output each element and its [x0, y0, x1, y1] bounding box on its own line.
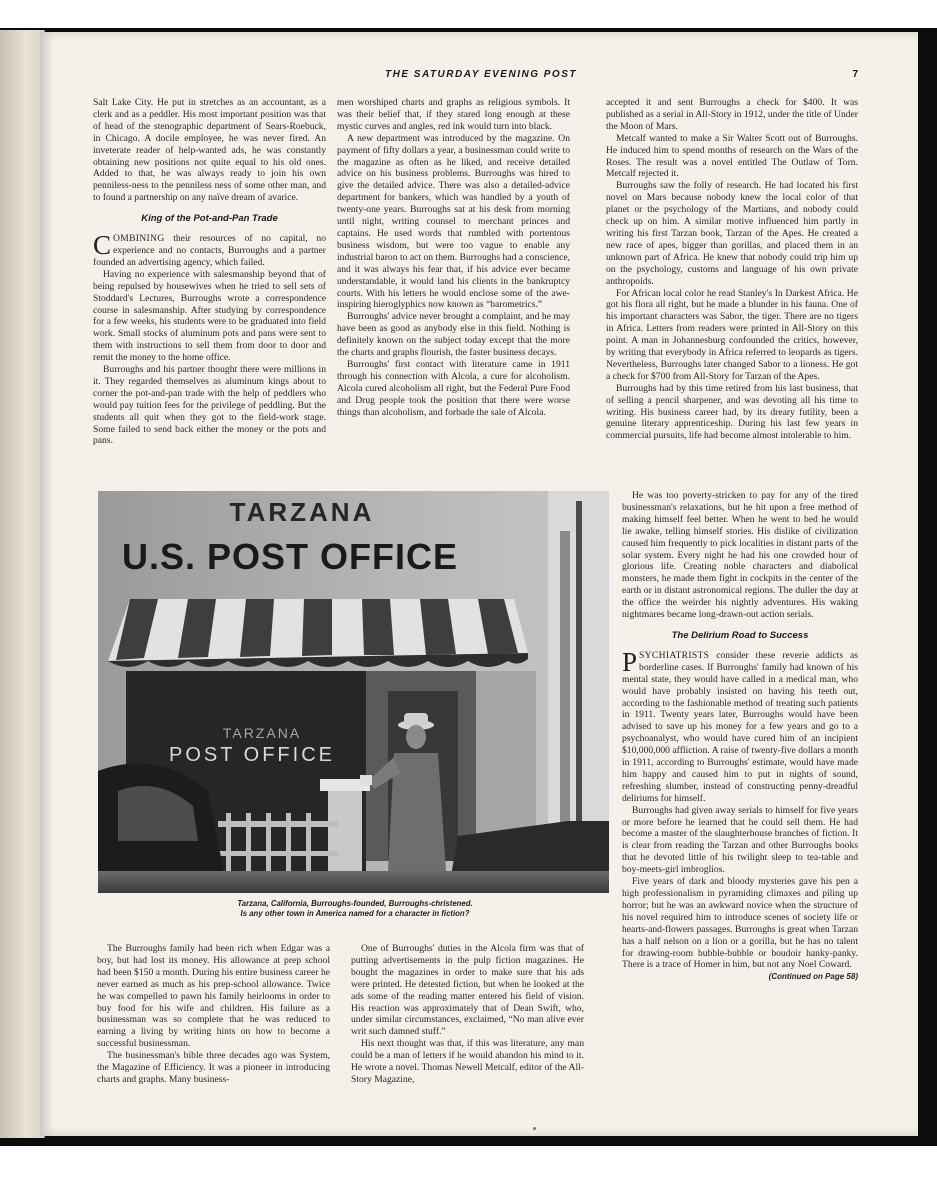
- paragraph: Metcalf wanted to make a Sir Walter Scott out of Burroughs. He induced him to spend months of research on the Wars of the Roses. The result was a novel entitled The Outlaw of Torn. Metcalf rejected it.: [606, 132, 858, 180]
- pole-shadow: [560, 531, 570, 831]
- drop-cap: C: [93, 230, 112, 261]
- page-number: 7: [852, 69, 858, 80]
- paragraph-dropcap: [622, 646, 858, 805]
- caption-line-2: Is any other town in America named for a character in fiction?: [240, 909, 470, 918]
- page-dot-mark: [533, 1127, 536, 1130]
- section-subhead: The Delirium Road to Success: [671, 629, 809, 641]
- magazine-page: [40, 32, 918, 1136]
- photo-illustration: [98, 491, 609, 893]
- paragraph: He was too poverty-stricken to pay for any of the tired businessman's relaxations, but he hit upon a free method of making himself feel better. When he went to bed he would lie awake, telling himself stories. His dislike of civilization caused him frequently to pick localities in distant parts of the solar system. Every night he had his one crowded hour of glorious life. Creating noble characters and diabolical monsters, he made them fight in cockpits in the center of the earth or in distant astronomical regions. The duller the day at the office the weirder his nightly adventures. His waking nightmares became long-drawn-out action serials.: [622, 490, 858, 621]
- sidewalk: [98, 871, 609, 893]
- column-2-bottom: [351, 943, 584, 1123]
- drop-cap: P: [622, 646, 638, 677]
- paragraph: Having no experience with salesmanship beyond that of being repulsed by housewives when he tried to sell sets of Stoddard's Lectures, Burroughs wrote a correspondence course in salesmanship. After studying by correspondence for a few weeks, his students were to be graduated into field work. Small stocks of aluminum pots and pans were sent to them with instructions to sell them from door to door and remit the money to the home office.: [93, 268, 326, 364]
- column-1-bottom: [97, 943, 330, 1123]
- paragraph: Burroughs had by this time retired from his last business, that of selling a pencil sharpener, and was devoting all his time to writing. His business career had, by its dreary futility, been a genuine literary apprenticeship. During his last few years in commercial pursuits, life had become almost intolerable to him.: [606, 382, 858, 442]
- previous-page-edge: [0, 30, 45, 1138]
- paragraph-dropcap: [93, 230, 326, 269]
- paragraph: For African local color he read Stanley's In Darkest Africa. He got his flora all right, but he made a blunder in his fauna. One of his important characters was Sabor, the tiger. There are no tigers in Africa. Letters from readers were printed in All-Story on this point. A man in Johannesburg confounded the critics, however, by writing that everybody in Africa referred to leopards as tigers. Nevertheless, Burroughs later changed Sabor to a lioness. He got a check for $700 from All-Story for Tarzan of the Apes.: [606, 287, 858, 382]
- column-2-top: [337, 97, 570, 497]
- window-line-1: TARZANA: [222, 725, 302, 741]
- paragraph: Burroughs' first contact with literature came in 1911 through his connection with Alcola, a cure for alcoholism. Alcola cured alcoholism all right, but the Federal Pure Food and Drug people took the position that there were worse things than alcoholism, and forbade the sale of Alcola.: [337, 358, 570, 418]
- paragraph: Burroughs and his partner thought there were millions in it. They regarded themselves as aluminum kings about to corner the pot-and-pan trade with the help of peddlers who would pay tuition fees for the privilege of peddling. But the students all quit when they got to the field-work stage. Some failed to send back either the money or the pots and pans.: [93, 364, 326, 447]
- small-caps-lead: SYCHIATRISTS: [639, 649, 710, 661]
- caption-line-1: Tarzana, California, Burroughs-founded, Burroughs-christened.: [237, 899, 473, 908]
- paragraph-text: their resources of no capital, no experience and no contacts, Burroughs and a partner founded an advertising agency, which failed.: [93, 233, 326, 268]
- column-3-narrow: [622, 490, 858, 1136]
- striped-awning: [108, 599, 528, 667]
- paragraph: The businessman's bible three decades ago was System, the Magazine of Efficiency. It was a pioneer in introducing charts and graphs. Many business-: [97, 1050, 330, 1085]
- paragraph: One of Burroughs' duties in the Alcola firm was that of putting advertisements in the pulp fiction magazines. He bought the magazines in order to make sure that his ads were printed. He detested fiction, but when he looked at the ads some of the reading matter entered his field of vision. His reaction was approximately that of Dean Swift, who, under similar circumstances, exclaimed, “No man alive ever writ such damned stuff.”: [351, 943, 584, 1038]
- window-line-2: POST OFFICE: [169, 744, 335, 766]
- paragraph: Burroughs had given away serials to himself for five years or more before he learned that he could sell them. He had become a master of the slaughterhouse branches of fiction. It is clear from reading the Tarzan and other Burroughs books that he devoted little of his twilight sleep to tea-table and boy-meets-girl imbroglios.: [622, 804, 858, 876]
- sign-line-2: U.S. POST OFFICE: [121, 536, 459, 577]
- tarzana-post-office-photo: [98, 491, 609, 893]
- paragraph: Burroughs' advice never brought a complaint, and he may have been as good as anybody else in this field. Nothing is definitely known on the subject today except that the more the charts and graphs flourish, the faster business decays.: [337, 311, 570, 359]
- paragraph: men worshiped charts and graphs as religious symbols. It was their belief that, if they stared long enough at these mystic curves and angles, red ink would turn into black.: [337, 97, 570, 132]
- column-3-upper: [606, 97, 858, 490]
- paragraph: accepted it and sent Burroughs a check for $400. It was published as a serial in All-Story in 1912, under the title of Under the Moon of Mars.: [606, 97, 858, 132]
- paragraph: Burroughs saw the folly of research. He had located his first novel on Mars because nobody knew the local color of that planet or the psychology of the Martians, and nobody could check up on him. A similar motive influenced him partly in writing his first Tarzan book, Tarzan of the Apes. He created a new race of apes, bigger than gorillas, and placed them in an unknown part of Africa. He knew that nobody could trip him up on the psychology, customs and language of his own private anthropoids.: [606, 180, 858, 287]
- sign-line-1: TARZANA: [229, 497, 375, 527]
- paragraph: A new department was introduced by the magazine. On payment of fifty dollars a year, a businessman could write to the magazine as often as he liked, and receive detailed advice on his business problems. Burroughs was hired to give the detailed advice. There was also a detailed-advice department for bankers, which was handled by a youth of twenty-one years. Burroughs sat at his desk from morning until night, writing counsel to merchant princes and captains. He used words that rumbled with portentous business wisdom, but were too vague to enable any industrial baron to act on them. Burroughs had a conscience, and it was always his fear that, if his advice ever became understandable, it would land his clients in the bankruptcy courts. With his letters he would enclose some of the awe-inspiring hieroglyphics now known as “barometrics.”: [337, 132, 570, 311]
- paragraph: Five years of dark and bloody mysteries gave his pen a high professionalism in pyramiding climaxes and piling up horror; but he was an awkward novice when the structure of his novel required him to introduce scenes of society life or hearts-and-flowers passages. Burroughs is great when Tarzan has a half nelson on a lion or a gorilla, but he has no talent for drawing-room bubble-bubble or boudoir hanky-panky. There is a trace of Homer in him, but not any Noel Coward.: [622, 876, 858, 971]
- section-subhead: King of the Pot-and-Pan Trade: [141, 213, 278, 225]
- paragraph-text: consider these reverie addicts as borderline cases. If Burroughs' family had known of his mental state, they would have called in a medical man, who would have probably insisted on having his teeth out, according to the fashionable method of treating such patients in 1911. Twenty years later, Burroughs would have been advised to save up his money for a few years and go to a psychoanalyst, who would have cured him of an incipient $10,000,000 affliction. A raise of twenty-five dollars a month in 1911, according to Burroughs' estimate, would have made him happy and caused him to put in nights of sound, refreshing slumber, instead of constructing penny-dreadful deliriums for himself.: [622, 649, 858, 804]
- paragraph: The Burroughs family had been rich when Edgar was a boy, but had lost its money. His allowance at prep school had been $150 a month. During his entire business career he never earned as much as his prep-school allowance. Twice he was compelled to pawn his family heirlooms in order to buy food for his wife and children. His failure as a businessman was so complete that he was reduced to earning a living by writing hints on how to become a successful businessman.: [97, 943, 330, 1050]
- paragraph: Salt Lake City. He put in stretches as an accountant, as a clerk and as a peddler. His most important position was that of head of the stenographic department of Sears-Roebuck, in Chicago. A docile employee, he was never fired. An inveterate reader of help-wanted ads, he was constantly obtaining new positions not quite equal to his old ones. Added to that, he was always ready to join his own penniless-ness to the penniless ness of some other man, and to found a partnership on any naïve dream of avarice.: [93, 97, 326, 204]
- small-caps-lead: OMBINING: [113, 233, 165, 245]
- running-head: THE SATURDAY EVENING POST: [385, 69, 577, 80]
- photo-caption: [100, 899, 610, 919]
- continued-note: (Continued on Page 58): [768, 972, 858, 982]
- column-1-top: [93, 97, 326, 497]
- paragraph: His next thought was that, if this was literature, any man could be a man of letters if he would abandon his mind to it. He wrote a novel. Thomas Newell Metcalf, editor of the All-Story Magazine,: [351, 1038, 584, 1085]
